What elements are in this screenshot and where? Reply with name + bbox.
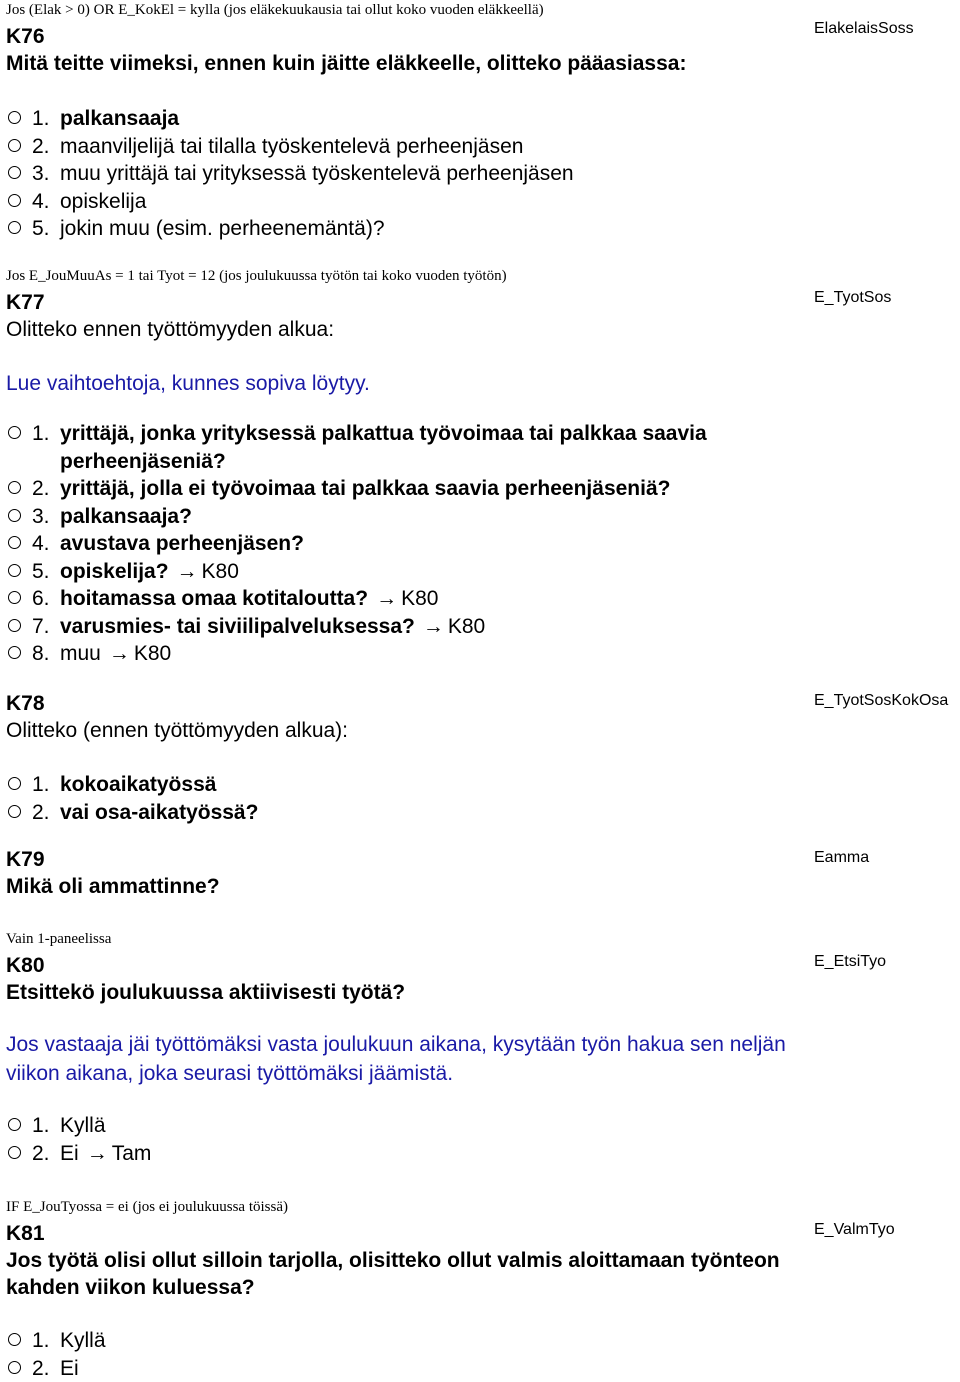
radio-icon[interactable] [8,1361,21,1374]
question-text: Jos työtä olisi ollut silloin tarjolla, olisitteko ollut valmis aloittamaan työnteon kahden viikon kuluessa? [6,1247,796,1301]
variable-name: E_ValmTyo [814,1220,895,1240]
option-6[interactable]: 6. hoitamassa omaa kotitaloutta? → K80 [6,585,796,613]
question-k79 [6,846,796,900]
radio-icon[interactable] [8,564,21,577]
radio-icon[interactable] [8,221,21,234]
question-id: K77 [6,289,796,316]
question-id: K76 [6,23,796,50]
radio-icon[interactable] [8,509,21,522]
question-id: K78 [6,690,796,717]
option-5[interactable]: 5. opiskelija? → K80 [6,558,796,586]
question-id: K81 [6,1220,796,1247]
option-2[interactable]: 2. Ei → Tam [6,1140,796,1168]
question-text: Olitteko (ennen työttömyyden alkua): [6,717,796,744]
question-text: Mitä teitte viimeksi, ennen kuin jäitte eläkkeelle, olitteko pääasiassa: [6,50,796,77]
option-2[interactable]: 2. Ei [6,1355,796,1382]
radio-icon[interactable] [8,1146,21,1159]
condition-text: Vain 1-paneelissa [6,929,796,949]
radio-icon[interactable] [8,426,21,439]
option-3[interactable]: 3. muu yrittäjä tai yrityksessä työskentelevä perheenjäsen [6,160,796,188]
question-text: Olitteko ennen työttömyyden alkua: [6,316,796,343]
variable-name: E_TyotSosKokOsa [814,691,948,711]
arrow-right-icon: → [423,615,444,638]
option-1[interactable]: 1. Kyllä [6,1112,796,1140]
variable-name: E_TyotSos [814,288,891,308]
question-k80 [6,929,796,1167]
skip-target: K80 [134,642,171,665]
radio-icon[interactable] [8,619,21,632]
arrow-right-icon: → [87,1142,108,1165]
option-5[interactable]: 5. jokin muu (esim. perheenemäntä)? [6,215,796,243]
question-text: Etsittekö joulukuussa aktiivisesti työtä? [6,979,796,1006]
option-8[interactable]: 8. muu → K80 [6,640,796,668]
option-2[interactable]: 2. yrittäjä, jolla ei työvoimaa tai palkkaa saavia perheenjäseniä? [6,475,796,503]
variable-name: Eamma [814,848,869,868]
question-id: K80 [6,952,796,979]
skip-target: K80 [448,615,485,638]
skip-target: K80 [202,560,239,583]
option-1[interactable]: 1. kokoaikatyössä [6,771,796,799]
radio-icon[interactable] [8,166,21,179]
radio-icon[interactable] [8,536,21,549]
radio-icon[interactable] [8,1333,21,1346]
option-1[interactable]: 1. yrittäjä, jonka yrityksessä palkattua työvoimaa tai palkkaa saavia perheenjäseniä? [6,420,796,475]
radio-icon[interactable] [8,139,21,152]
arrow-right-icon: → [109,642,130,665]
question-k81 [6,1197,796,1382]
question-k78 [6,690,796,826]
variable-name: ElakelaisSoss [814,19,914,39]
question-id: K79 [6,846,796,873]
option-3[interactable]: 3. palkansaaja? [6,503,796,531]
option-4[interactable]: 4. opiskelija [6,188,796,216]
question-k77 [6,266,796,668]
radio-icon[interactable] [8,481,21,494]
radio-icon[interactable] [8,1118,21,1131]
arrow-right-icon: → [177,560,198,583]
interviewer-instruction: Jos vastaaja jäi työttömäksi vasta joulukuun aikana, kysytään työn hakua sen neljän viikon aikana, joka seurasi työttömäksi jäämistä. [6,1030,796,1088]
radio-icon[interactable] [8,194,21,207]
variable-name: E_EtsiTyo [814,952,886,972]
radio-icon[interactable] [8,646,21,659]
skip-target: Tam [112,1142,152,1165]
arrow-right-icon: → [376,587,397,610]
question-text: Mikä oli ammattinne? [6,873,796,900]
option-1[interactable]: 1. Kyllä [6,1327,796,1355]
option-2[interactable]: 2. vai osa-aikatyössä? [6,799,796,827]
option-4[interactable]: 4. avustava perheenjäsen? [6,530,796,558]
radio-icon[interactable] [8,805,21,818]
condition-text: Jos (Elak > 0) OR E_KokEl = kylla (jos eläkekuukausia tai ollut koko vuoden eläkkeellä) [6,0,796,20]
option-1[interactable]: 1. palkansaaja [6,105,796,133]
condition-text: Jos E_JouMuuAs = 1 tai Tyot = 12 (jos joulukuussa työtön tai koko vuoden työtön) [6,266,796,286]
radio-icon[interactable] [8,591,21,604]
option-2[interactable]: 2. maanviljelijä tai tilalla työskentelevä perheenjäsen [6,133,796,161]
skip-target: K80 [401,587,438,610]
option-7[interactable]: 7. varusmies- tai siviilipalveluksessa? → K80 [6,613,796,641]
radio-icon[interactable] [8,777,21,790]
radio-icon[interactable] [8,111,21,124]
condition-text: IF E_JouTyossa = ei (jos ei joulukuussa töissä) [6,1197,796,1217]
question-k76 [6,0,796,243]
interviewer-instruction: Lue vaihtoehtoja, kunnes sopiva löytyy. [6,369,796,398]
